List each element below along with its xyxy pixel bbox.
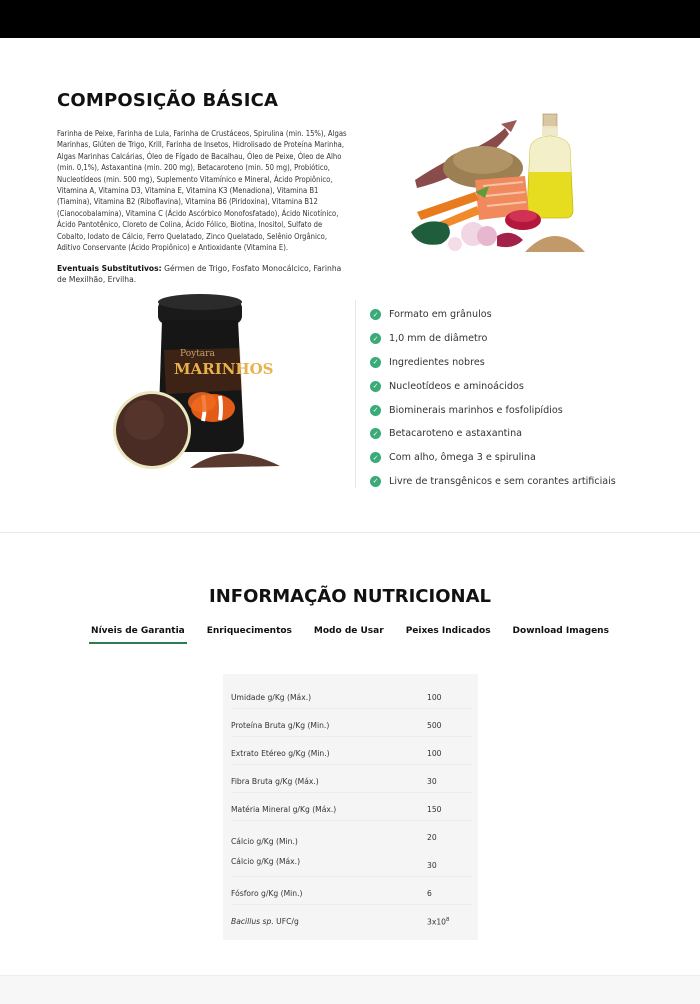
tab-download-imagens[interactable]: Download Imagens — [512, 626, 609, 636]
feature-item — [370, 303, 616, 327]
composition-title: COMPOSIÇÃO BÁSICA — [57, 90, 279, 111]
row-separator — [231, 736, 471, 737]
substitutes-text — [57, 263, 347, 286]
row-value: 500 — [427, 721, 442, 730]
row-value: 100 — [427, 749, 442, 758]
row-separator — [231, 764, 471, 765]
row-separator — [231, 708, 471, 709]
row-separator — [231, 904, 471, 905]
features-divider — [355, 300, 356, 488]
tab-niveis-de-garantia[interactable]: Níveis de Garantia — [89, 626, 187, 644]
check-icon: ✓ — [370, 381, 381, 392]
check-icon: ✓ — [370, 309, 381, 320]
row-separator — [231, 876, 471, 877]
row-value: 150 — [427, 805, 442, 814]
row-value: 20 — [427, 833, 437, 842]
feature-label: Com alho, ômega 3 e spirulina — [389, 452, 536, 464]
row-label: Proteína Bruta g/Kg (Min.) — [231, 721, 330, 730]
feature-label: 1,0 mm de diâmetro — [389, 333, 488, 345]
row-label-italic: Bacillus sp. — [231, 917, 274, 926]
top-bar — [0, 0, 700, 38]
nutrition-title: INFORMAÇÃO NUTRICIONAL — [209, 586, 491, 607]
check-icon: ✓ — [370, 333, 381, 344]
row-label: Cálcio g/Kg (Máx.) — [231, 857, 301, 866]
row-value: 30 — [427, 861, 437, 870]
row-value: 30 — [427, 777, 437, 786]
product-image — [108, 290, 288, 475]
row-separator — [231, 792, 471, 793]
row-label: Extrato Etéreo g/Kg (Min.) — [231, 749, 330, 758]
feature-item — [370, 470, 616, 494]
row-label: Fósforo g/Kg (Min.) — [231, 889, 303, 898]
row-label: Umidade g/Kg (Máx.) — [231, 693, 312, 702]
nutrition-tabs — [0, 626, 700, 644]
row-value: 100 — [427, 693, 442, 702]
feature-label: Biominerais marinhos e fosfolipídios — [389, 404, 563, 416]
feature-label: Formato em grânulos — [389, 309, 492, 321]
check-icon: ✓ — [370, 428, 381, 439]
feature-label: Ingredientes nobres — [389, 356, 485, 368]
row-value-exponent: 8 — [446, 917, 450, 923]
composition-text: Farinha de Peixe, Farinha de Lula, Farinha de Crustáceos, Spirulina (min. 15%), Algas Marinhas, Glúten de Trigo, Krill, Farinha de Insetos, Hidrolisado de Proteína Marinha, Algas Marinhas Calcárias, Óleo de Fígado de Bacalhau, Óleo de Peixe, Óleo de Alho (min. 0,1%), Astaxantina (min. 200 mg), Betacaroteno (min. 50 mg), Probiótico, Nucleotídeos (min. 500 mg), Suplemento Vitamínico e Mineral, Ácido Propiônico, Vitamina A, Vitamina D3, Vitamina E, Vitamina K3 (Menadiona), Vitamina B1 (Tiamina), Vitamina B2 (Riboflavina), Vitamina B6 (Piridoxina), Vitamina B12 (Cianocobalamina), Vitamina C (Ácido Ascórbico Monofosfatado), Ácido Nicotínico, Ácido Pantotênico, Cloreto de Colina, Ácido Fólico, Biotina, Inositol, Sulfato de Cobalto, Iodato de Cálcio, Ferro Quelatado, Zinco Quelatado, Selênio Orgânico, Aditivo Conservante (Ácido Propiônico) e Antioxidante (Vitamina E). — [57, 129, 347, 253]
tab-peixes-indicados[interactable]: Peixes Indicados — [405, 626, 491, 636]
ingredients-image — [405, 110, 590, 260]
feature-label: Livre de transgênicos e sem corantes artificiais — [389, 475, 616, 487]
row-label: Matéria Mineral g/Kg (Máx.) — [231, 805, 337, 814]
row-value-base: 3x10 — [427, 917, 446, 927]
row-separator — [231, 820, 471, 821]
substitutes-list: Gérmen de Trigo, Fosfato Monocálcico, Farinha de Mexilhão, Ervilha. — [57, 264, 342, 285]
feature-label: Nucleotídeos e aminoácidos — [389, 380, 524, 392]
features-list — [370, 303, 616, 493]
row-label: Fibra Bruta g/Kg (Máx.) — [231, 777, 319, 786]
row-label-rest: UFC/g — [273, 917, 299, 926]
feature-item — [370, 351, 616, 375]
feature-item — [370, 327, 616, 351]
feature-item — [370, 398, 616, 422]
tab-enriquecimentos[interactable]: Enriquecimentos — [206, 626, 292, 636]
check-icon: ✓ — [370, 476, 381, 487]
row-value — [427, 917, 450, 927]
row-value: 6 — [427, 889, 432, 898]
row-label: Cálcio g/Kg (Min.) — [231, 837, 298, 846]
substitutes-label: Eventuais Substitutivos: — [57, 264, 162, 273]
feature-item — [370, 422, 616, 446]
tab-modo-de-usar[interactable]: Modo de Usar — [313, 626, 384, 636]
feature-item — [370, 374, 616, 398]
product-name: MARINHOS — [174, 360, 274, 378]
section-divider — [0, 532, 700, 533]
row-label — [231, 917, 299, 926]
footer-strip — [0, 976, 700, 1004]
feature-item — [370, 446, 616, 470]
product-brand: Poytara — [180, 349, 215, 359]
check-icon: ✓ — [370, 357, 381, 368]
check-icon: ✓ — [370, 452, 381, 463]
check-icon: ✓ — [370, 405, 381, 416]
nutrition-table — [223, 674, 478, 940]
feature-label: Betacaroteno e astaxantina — [389, 428, 523, 440]
